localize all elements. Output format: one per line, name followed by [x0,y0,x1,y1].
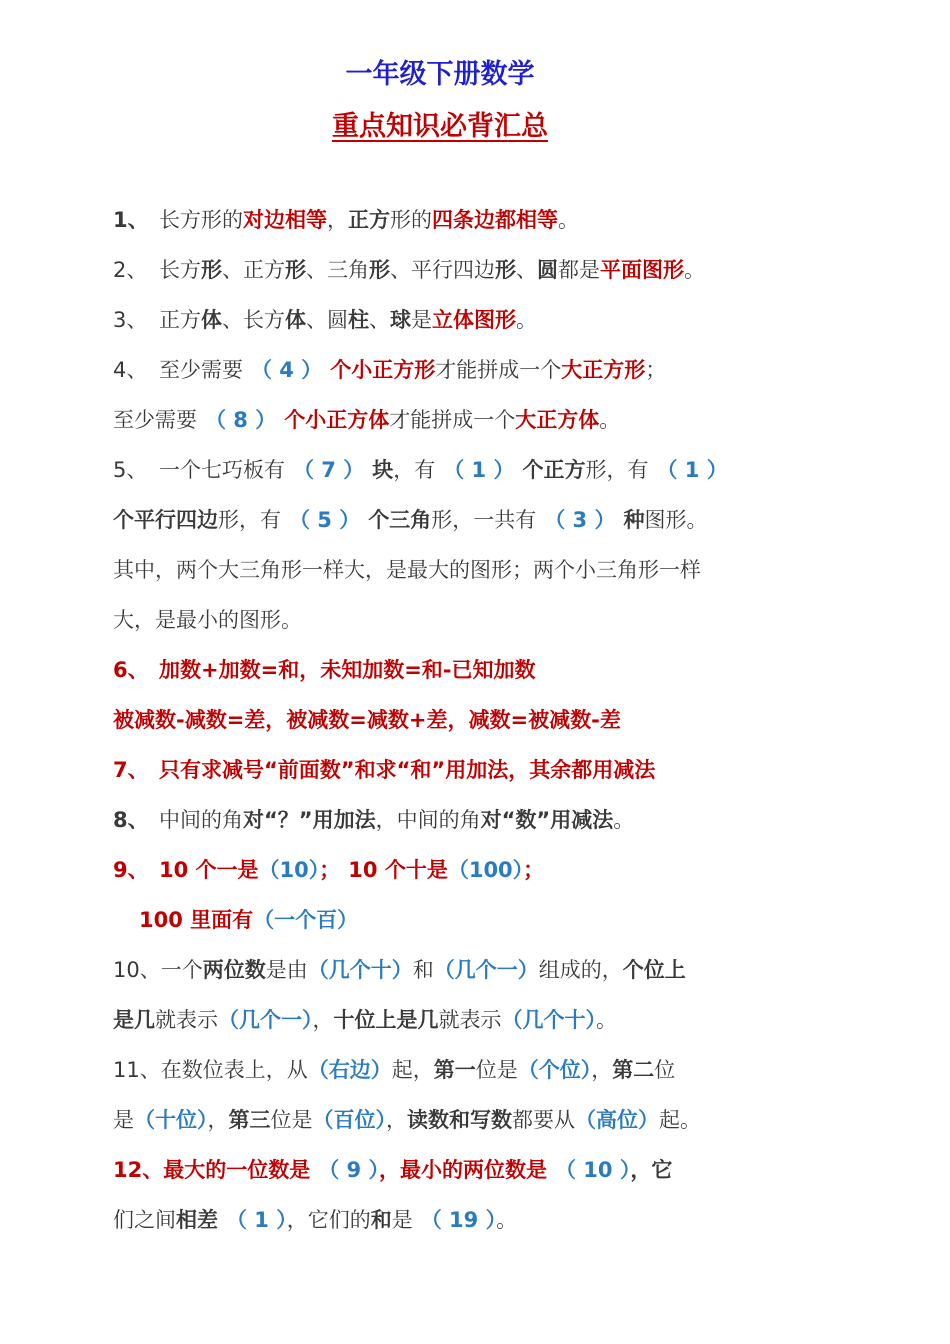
text: ， [312,1008,334,1032]
text: 是 [391,1208,413,1232]
item-10-line-2 [113,1005,830,1035]
text: 图形。 [644,508,708,532]
item-4 [113,355,830,385]
answer-blue: （10） [258,858,320,882]
text: 就表示 [438,1008,502,1032]
item-number: 6、 [113,658,149,682]
item-number: 2、 [113,258,148,282]
text: ， [207,1108,229,1132]
item-10 [113,955,830,985]
text: 正方 [159,308,201,332]
item-7 [113,755,830,785]
doc-subtitle-text: 重点知识必背汇总 [332,111,548,142]
item-3 [113,305,830,335]
answer-blue: （右边） [307,1058,392,1082]
item-5-line-3: 其中，两个大三角形一样大，是最大的图形；两个小三角形一样 [113,558,701,582]
text: 。 [613,808,635,832]
emph-bold: 种 [623,508,645,532]
emph-bold: 柱 [348,308,369,332]
answer-blue: （百位） [312,1108,386,1132]
answer-blue: （ 1 ） [226,1208,287,1232]
emph-red: 最大的一位数是 [163,1158,311,1182]
emph-red: 平面图形 [600,258,684,282]
emph-bold: 十位上是几 [333,1008,439,1032]
text: 才能拼成一个 [435,358,562,382]
answer-blue: （几个十） [501,1008,596,1032]
item-12-line-2 [113,1205,830,1235]
item-12 [113,1155,830,1185]
answer-blue: （ 5 ） [289,508,361,532]
item-5-line-2 [113,505,830,535]
text: 都是 [558,258,600,282]
emph-bold: 两位数 [202,958,266,982]
text: 位 [654,1058,676,1082]
text: 10 个一是 [159,858,259,882]
text: 至少需要 [113,408,197,432]
item-6 [113,655,830,685]
formula: 加数+加数=和，未知加数=和-已知加数 [159,658,536,682]
text: ， [591,1058,613,1082]
text: 一个 [160,958,203,982]
emph-red: 大正方体 [515,408,600,432]
item-number: 10、 [113,958,161,982]
text: 才能拼成一个 [389,408,516,432]
text: 一个七巧板有 [159,458,285,482]
text: 组成的， [538,958,623,982]
item-number: 1、 [113,208,149,232]
text: 100 里面有 [139,908,254,932]
emph-red: 个小正方体 [284,408,390,432]
emph-bold: 第一 [433,1058,476,1082]
text: 就表示 [155,1008,218,1032]
answer-blue: （ 1 ） [443,458,515,482]
text: ； [319,858,341,882]
emph-bold: 体 [285,308,306,332]
answer-blue: （ 4 ） [251,358,323,382]
text: 是由 [265,958,308,982]
text: 形，有 [585,458,649,482]
item-2 [113,255,830,285]
text: 至少需要 [159,358,243,382]
text: 、 [369,308,390,332]
text: ，有 [393,458,436,482]
item-9-line-2 [139,905,830,935]
emph-bold: 个位上 [622,958,686,982]
emph-red: 对边相等 [243,208,327,232]
item-4-line-2 [113,405,830,435]
answer-blue: （个位） [517,1058,592,1082]
emph-bold: 个平行四边 [113,508,218,532]
answer-blue: （100） [447,858,524,882]
answer-blue: （几个一） [433,958,539,982]
text: 10 个十是 [348,858,448,882]
item-11-line-2 [113,1105,830,1135]
text: ； [645,358,667,382]
text: 、三角 [306,258,369,282]
emph-bold: 是几 [113,1008,155,1032]
answer-blue: （ 7 ） [293,458,365,482]
item-number: 3、 [113,308,148,332]
answer-blue: （ 3 ） [544,508,616,532]
answer-blue: （几个一） [218,1008,313,1032]
emph-bold: 和 [370,1208,392,1232]
text: 起。 [659,1108,701,1132]
item-5 [113,455,830,485]
answer-blue: （高位） [575,1108,659,1132]
text: 是 [411,308,432,332]
doc-subtitle [0,104,880,143]
doc-title: 一年级下册数学 [345,59,535,90]
text: ； [523,858,545,882]
emph-red: 立体图形 [432,308,516,332]
text: 、 [516,258,537,282]
item-9 [113,855,830,885]
item-1 [113,205,830,235]
text: 位是 [475,1058,518,1082]
text: 、长方 [222,308,285,332]
emph-bold: 个三角 [368,508,432,532]
text: 中间的角 [159,808,243,832]
text: 、正方 [222,258,285,282]
answer-blue: （一个百） [253,908,359,932]
text: ， [327,208,348,232]
text: 。 [599,408,621,432]
rule: 只有求减号“前面数”和求“和”用加法，其余都用减法 [159,758,656,782]
text: 形，一共有 [431,508,537,532]
emph-bold: 第三 [228,1108,271,1132]
text: 和 [412,958,434,982]
text: 起， [391,1058,434,1082]
text: 在数位表上，从 [160,1058,308,1082]
answer-blue: （十位） [134,1108,208,1132]
text: 。 [684,258,705,282]
item-number: 7、 [113,758,149,782]
emph-bold: 形 [285,258,306,282]
item-8 [113,805,830,835]
emph-bold: 正方 [348,208,390,232]
emph-red: 四条边都相等 [432,208,558,232]
text: 形的 [390,208,432,232]
emph-bold: 读数和写数 [407,1108,512,1132]
emph-red: 大正方形 [561,358,646,382]
text: ，它们的 [286,1208,371,1232]
answer-blue: （ 1 ） [656,458,728,482]
item-6-line-2: 被减数-减数=差，被减数=减数+差，减数=被减数-差 [113,708,621,732]
emph-bold: 形 [369,258,390,282]
text: ，它 [630,1158,673,1182]
text: 。 [558,208,579,232]
text: 、圆 [306,308,348,332]
emph-bold: 对“？”用加法 [243,808,376,832]
answer-blue: （ 9 ） [318,1158,379,1182]
text: 、平行四边 [390,258,495,282]
emph-red: ，最小的两位数是 [378,1158,547,1182]
emph-bold: 第二 [612,1058,655,1082]
item-number: 11、 [113,1058,161,1082]
text: 是 [113,1108,134,1132]
text: ， [386,1108,407,1132]
item-number: 12、 [113,1158,164,1182]
emph-bold: 形 [201,258,222,282]
emph-bold: 块 [372,458,394,482]
emph-bold: 形 [495,258,516,282]
item-number: 4、 [113,358,148,382]
item-number: 5、 [113,458,148,482]
text: 。 [516,308,537,332]
emph-bold: 体 [201,308,222,332]
answer-blue: （ 19 ） [420,1208,497,1232]
emph-bold: 个正方 [522,458,586,482]
emph-bold: 相差 [176,1208,218,1232]
text: 都要从 [512,1108,575,1132]
answer-blue: （ 8 ） [205,408,277,432]
emph-bold: 对“数”用减法 [480,808,614,832]
text: 长方 [159,258,201,282]
text: 们之间 [113,1208,176,1232]
emph-red: 个小正方形 [330,358,436,382]
answer-blue: （ 10 ） [554,1158,631,1182]
emph-bold: 球 [390,308,411,332]
item-11 [113,1055,830,1085]
item-number: 8、 [113,808,149,832]
text: 长方形的 [159,208,243,232]
text: 形，有 [218,508,281,532]
text: 。 [496,1208,518,1232]
text: ，中间的角 [375,808,481,832]
text: 位是 [270,1108,313,1132]
answer-blue: （几个十） [307,958,413,982]
item-number: 9、 [113,858,149,882]
item-5-line-4: 大，是最小的图形。 [113,608,302,632]
emph-bold: 圆 [537,258,558,282]
text: 。 [596,1008,617,1032]
